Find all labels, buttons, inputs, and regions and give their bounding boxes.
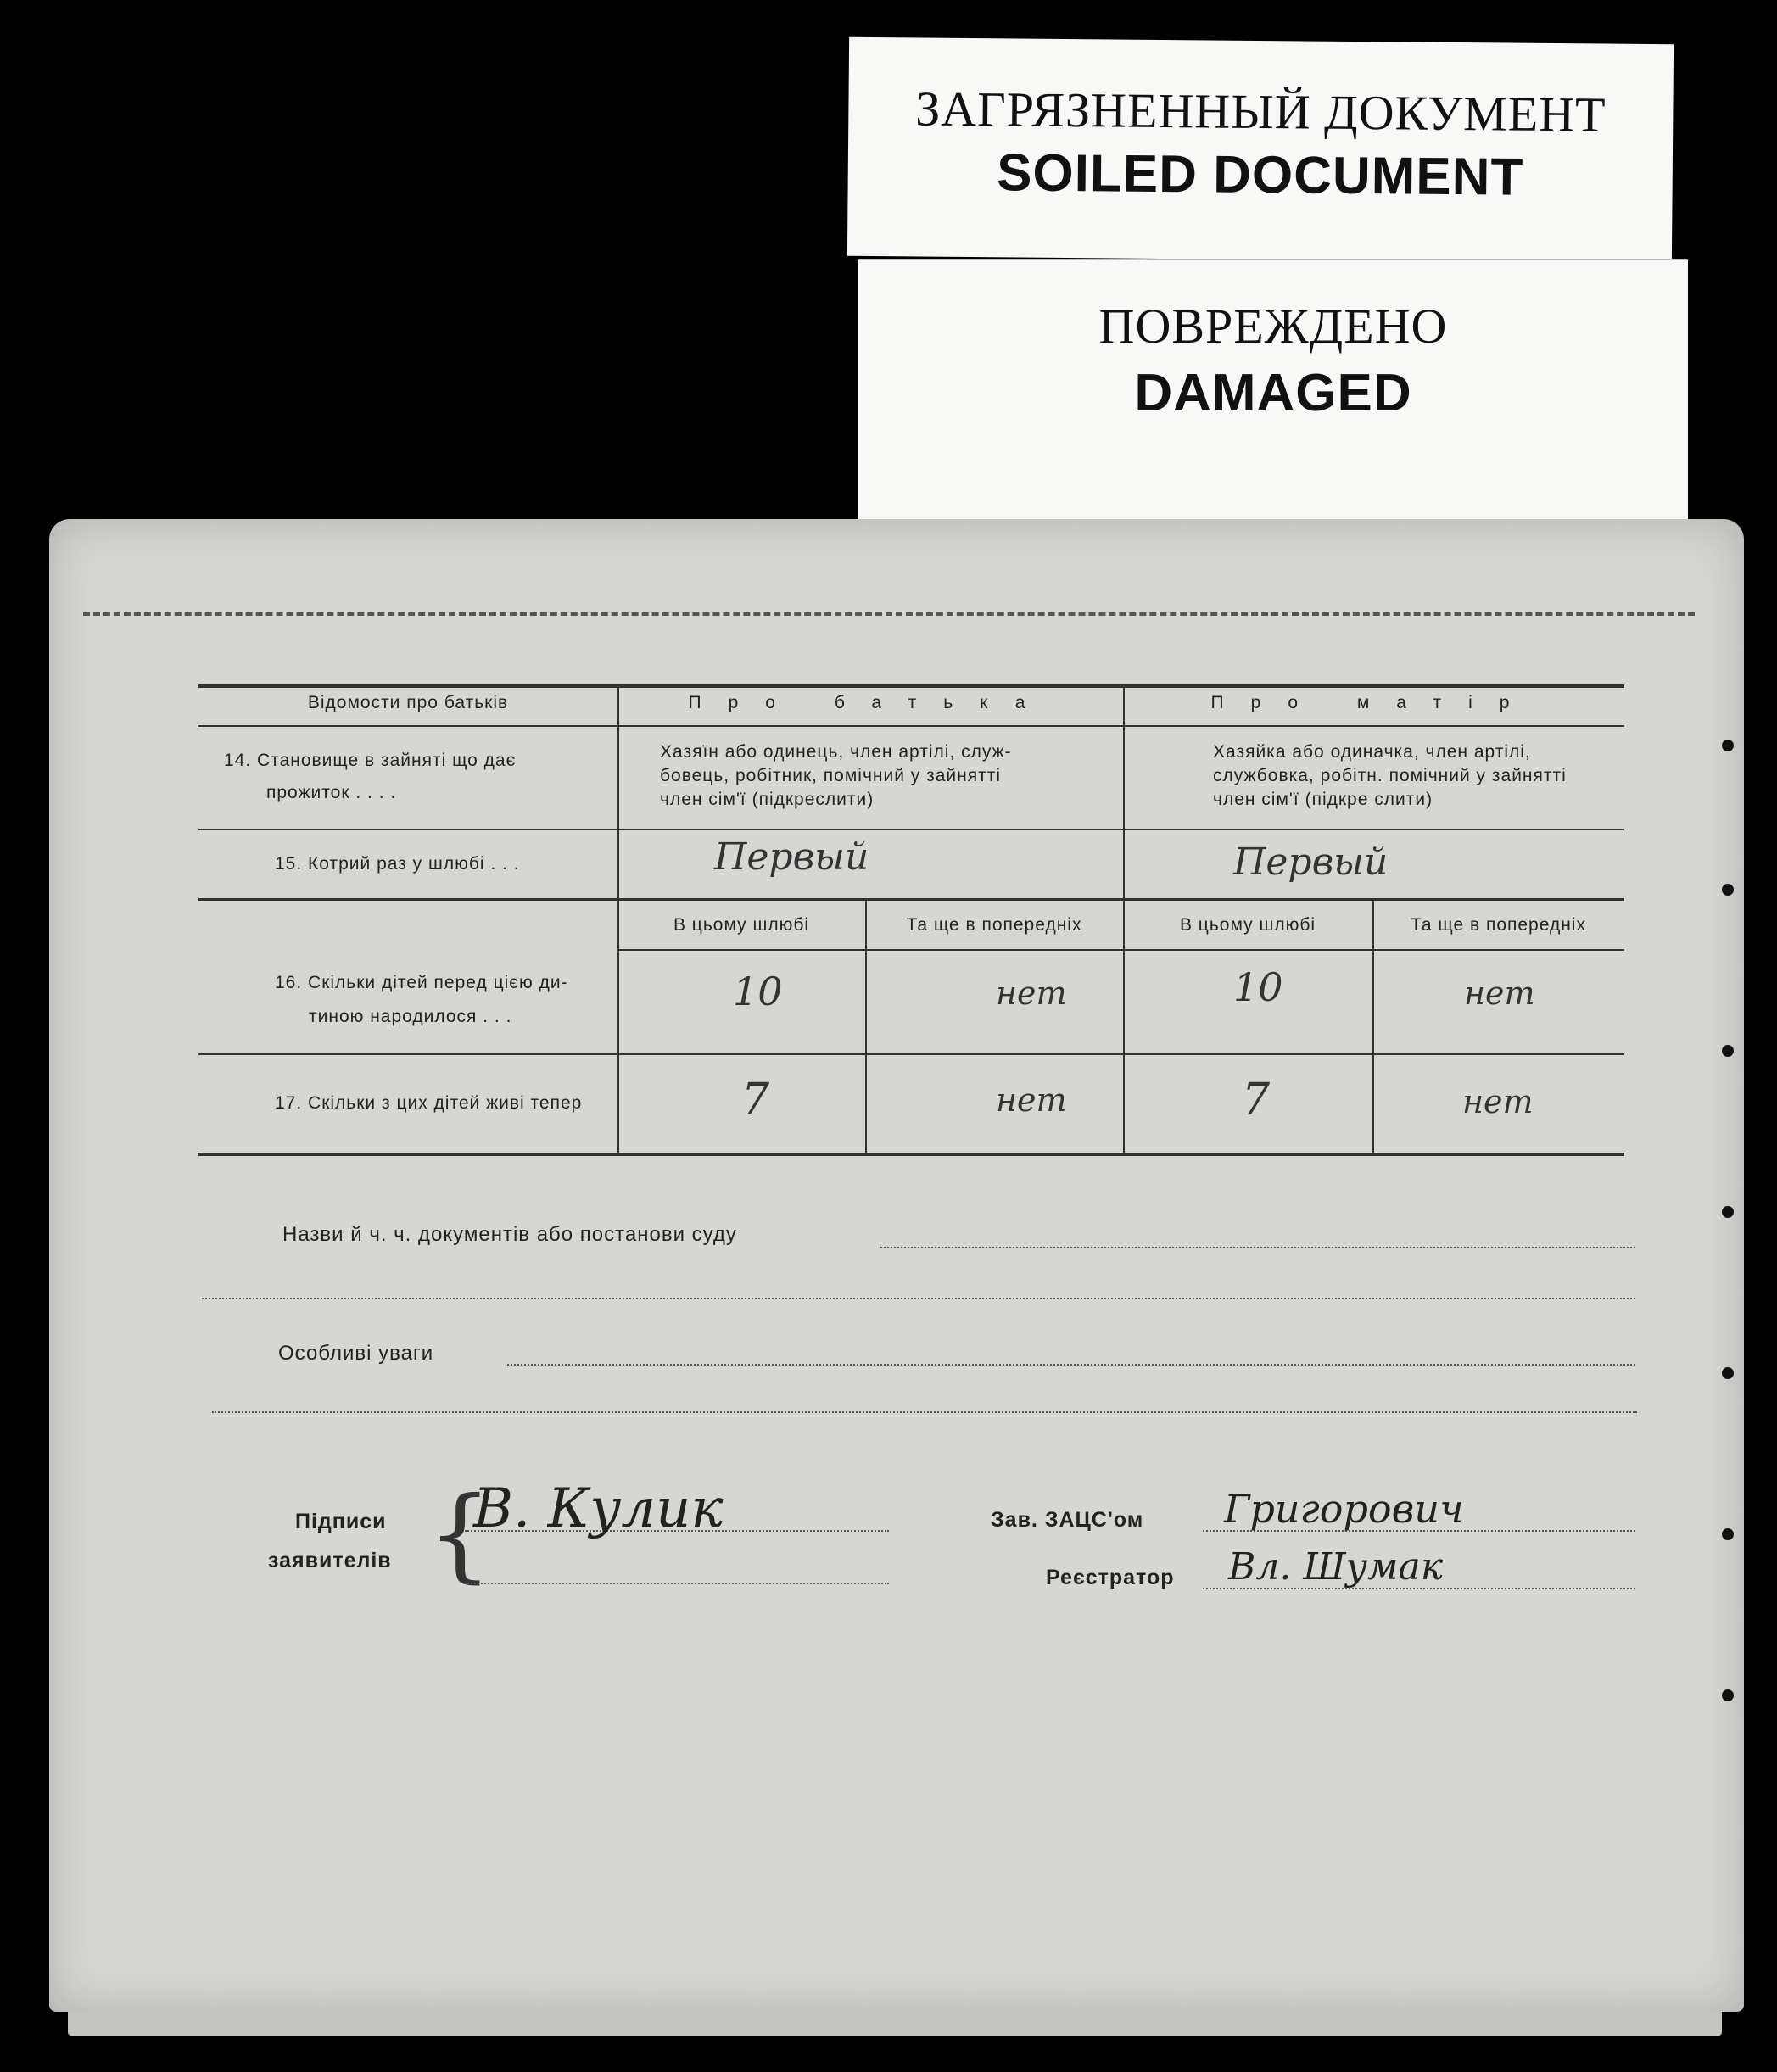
subheader-mother-prev: Та ще в попередніх — [1411, 915, 1586, 935]
damaged-document-label — [858, 259, 1688, 532]
binding-hole — [1722, 1367, 1734, 1379]
row17-father-prev: нет — [996, 1081, 1067, 1119]
row16-mother-prev: нет — [1464, 975, 1535, 1012]
head-label: Зав. ЗАЦС'ом — [991, 1508, 1144, 1532]
header-father: Про батька — [688, 693, 1053, 712]
binding-hole — [1722, 1045, 1734, 1057]
row14-mother-line3: член сім'ї (підкре слити) — [1213, 790, 1433, 809]
applicants-label-line1: Підписи — [295, 1510, 387, 1533]
row15-mother-value: Первый — [1233, 841, 1389, 884]
registrar-label: Реєстратор — [1046, 1566, 1175, 1589]
soiled-label-ru: ЗАГРЯЗНЕННЫЙ ДОКУМЕНТ — [915, 81, 1607, 142]
perforation-line — [83, 612, 1695, 616]
header-info: Відомости про батьків — [307, 693, 509, 712]
row16-mother-this: 10 — [1233, 964, 1283, 1010]
row14-mother-line2: службовка, робітн. помічний у зайнятті — [1213, 766, 1567, 785]
documents-label: Назви й ч. ч. документів або постанови суду — [282, 1223, 737, 1246]
row17-father-this: 7 — [741, 1075, 770, 1125]
row16-father-prev: нет — [996, 975, 1067, 1012]
row17-mother-prev: нет — [1462, 1083, 1534, 1120]
row14-father-line1: Хазяїн або одинець, член артілі, служ- — [660, 742, 1012, 762]
row15-label: 15. Котрий раз у шлюбі . . . — [275, 854, 520, 874]
row17-mother-this: 7 — [1242, 1075, 1271, 1125]
damaged-label-ru: ПОВРЕЖДЕНО — [1098, 299, 1448, 354]
binding-hole — [1722, 1689, 1734, 1701]
subheader-father-prev: Та ще в попередніх — [906, 915, 1082, 935]
row16-label-line1: 16. Скільки дітей перед цією ди- — [275, 973, 568, 992]
record-sheet — [49, 519, 1744, 2012]
row14-label-line1: 14. Становище в зайняті що дає — [224, 751, 517, 770]
row14-mother-line1: Хазяйка або одиначка, член артілі, — [1213, 742, 1531, 762]
binding-holes — [1713, 714, 1747, 1986]
subheader-father-this: В цьому шлюбі — [673, 915, 810, 935]
remarks-label: Особливі уваги — [278, 1342, 434, 1365]
row17-label: 17. Скільки з цих дітей живі тепер — [275, 1093, 583, 1113]
soiled-label-en: SOILED DOCUMENT — [996, 143, 1524, 207]
soiled-document-label — [847, 37, 1674, 263]
binding-hole — [1722, 884, 1734, 896]
parents-table — [198, 684, 1624, 1155]
row14-label-line2: прожиток . . . . — [266, 783, 397, 802]
applicants-label-line2: заявителів — [268, 1549, 392, 1572]
head-signature: Григорович — [1224, 1486, 1464, 1532]
binding-hole — [1722, 1206, 1734, 1218]
row14-father-line2: бовець, робітник, помічний у зайнятті — [660, 766, 1002, 785]
applicant-signature: В. Кулик — [473, 1477, 724, 1540]
registrar-signature: Вл. Шумак — [1228, 1545, 1444, 1589]
damaged-label-en: DAMAGED — [1134, 364, 1412, 422]
applicants-brace: { — [427, 1476, 493, 1594]
row14-father-line3: член сім'ї (підкреслити) — [660, 790, 875, 809]
row16-father-this: 10 — [733, 969, 783, 1014]
row15-father-value: Первый — [714, 835, 869, 879]
row16-label-line2: тиною народилося . . . — [309, 1007, 512, 1026]
binding-hole — [1722, 1528, 1734, 1540]
binding-hole — [1722, 740, 1734, 751]
subheader-mother-this: В цьому шлюбі — [1179, 915, 1316, 935]
header-mother: Про матір — [1210, 693, 1537, 712]
